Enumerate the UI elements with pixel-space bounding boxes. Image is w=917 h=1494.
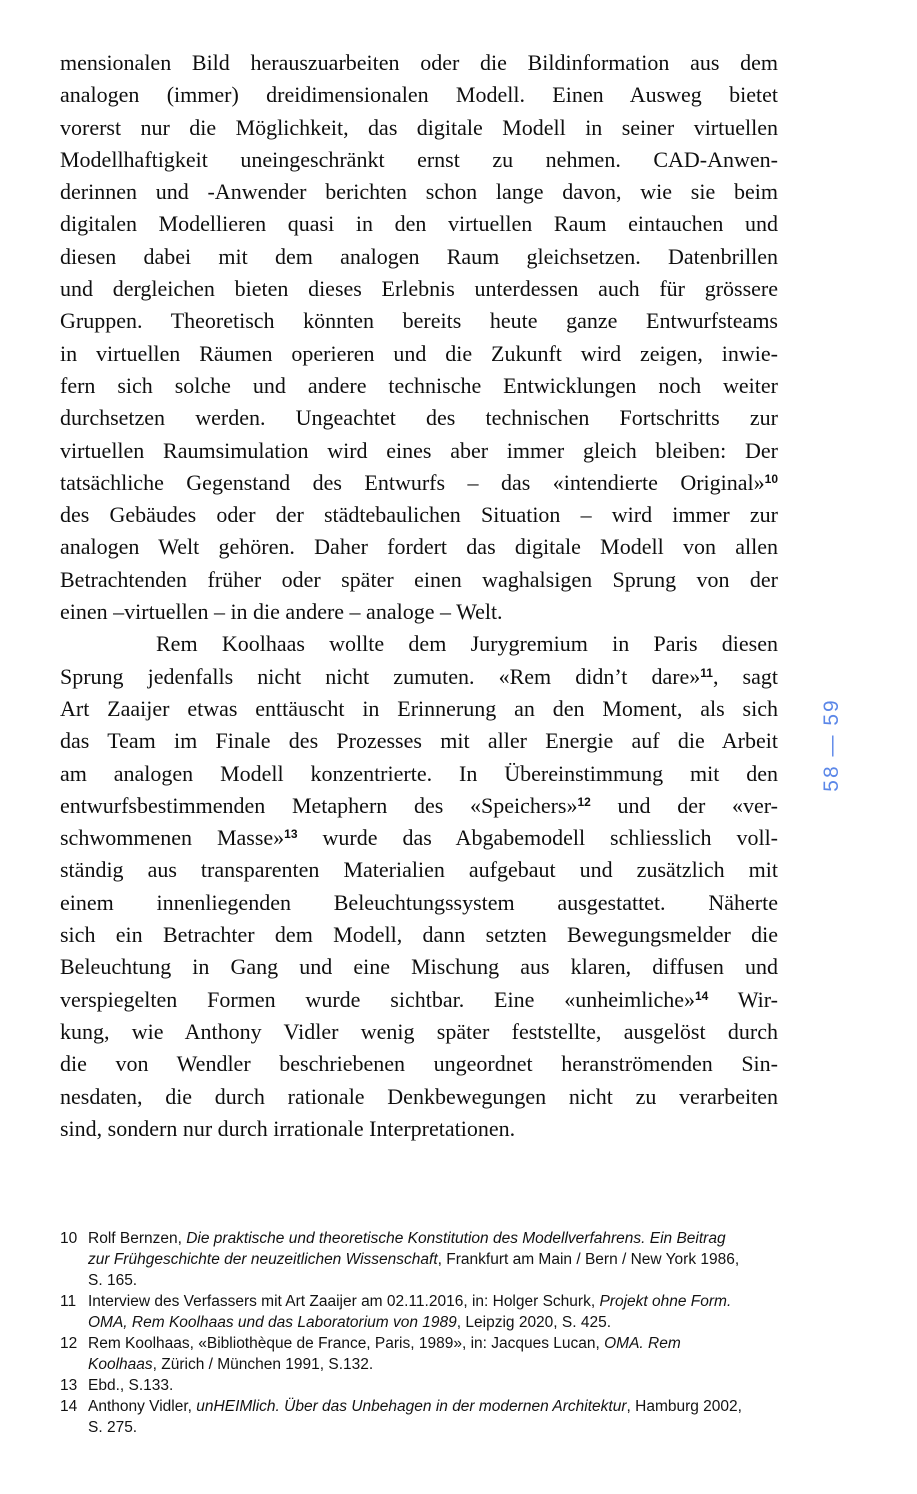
footnote [60, 1396, 750, 1438]
text-line: analogen Welt gehören. Daher fordert das digitale Modell von allen [60, 534, 778, 560]
text-line: Betrachtenden früher oder später einen waghalsigen Sprung von der [60, 566, 778, 592]
text-line: Sprung jedenfalls nicht nicht zumuten. «Rem didn’t dare»$^{11}$, sagt [60, 663, 778, 689]
footnote-ref: 13 [284, 827, 298, 842]
text-line: sich ein Betrachter dem Modell, dann setzten Bewegungsmelder die [60, 922, 778, 948]
footnote [60, 1375, 750, 1396]
text-line: fern sich solche und andere technische Entwicklungen noch weiter [60, 372, 778, 398]
footnote-ref: 11 [700, 665, 713, 680]
text-line: sind, sondern nur durch irrationale Interpretationen. [60, 1115, 516, 1141]
text-line: die von Wendler beschriebenen ungeordnet heranströmenden Sin- [60, 1051, 778, 1077]
footnote-text: Interview des Verfassers mit Art Zaaijer am 02.11.2016, in: Holger Schurk, Projekt ohne Form. OMA, Rem Koolhaas und das Laboratorium von 1989, Leipzig 2020, S. 425. [88, 1293, 732, 1331]
text-line: das Team im Finale des Prozesses mit aller Energie auf die Arbeit [60, 728, 778, 754]
text-line: Gruppen. Theoretisch könnten bereits heute ganze Entwurfsteams [60, 308, 778, 334]
footnote [60, 1228, 750, 1291]
text-line: des Gebäudes oder der städtebaulichen Situation – wird immer zur [60, 502, 778, 528]
text-line: am analogen Modell konzentrierte. In Übereinstimmung mit den [60, 760, 778, 786]
footnote-number: 12 [60, 1335, 78, 1352]
footnote [60, 1333, 750, 1375]
footnote [60, 1291, 750, 1333]
footnote-text: Ebd., S.133. [88, 1377, 174, 1394]
text-line: schwommenen Masse»$^{13}$ wurde das Abgabemodell schliesslich voll- [60, 825, 779, 851]
footnote-ref: 14 [694, 988, 709, 1003]
text-line: verspiegelten Formen wurde sichtbar. Eine «unheimliche»$^{14}$ Wir- [60, 986, 779, 1012]
footnote-number: 11 [60, 1293, 77, 1310]
footnote-number: 14 [60, 1398, 78, 1415]
footnotes [60, 1228, 750, 1438]
text-line: analogen (immer) dreidimensionalen Modell. Einen Ausweg bietet [60, 82, 778, 108]
text-line: vorerst nur die Möglichkeit, das digitale Modell in seiner virtuellen [60, 114, 778, 140]
text-line: Art Zaaijer etwas enttäuscht in Erinnerung an den Moment, als sich [60, 695, 778, 721]
text-line: kung, wie Anthony Vidler wenig später feststellte, ausgelöst durch [60, 1018, 778, 1044]
text-line: tatsächliche Gegenstand des Entwurfs – das «intendierte Original»$^{10}$ [60, 469, 778, 495]
text-line: in virtuellen Räumen operieren und die Zukunft wird zeigen, inwie- [60, 340, 778, 366]
text-line: virtuellen Raumsimulation wird eines aber immer gleich bleiben: Der [60, 437, 778, 463]
text-line: Beleuchtung in Gang und eine Mischung aus klaren, diffusen und [60, 954, 778, 980]
text-line: ständig aus transparenten Materialien aufgebaut und zusätzlich mit [60, 857, 778, 883]
footnote-ref: 12 [577, 794, 591, 809]
text-line: und dergleichen bieten dieses Erlebnis unterdessen auch für grössere [60, 276, 778, 302]
footnote-number: 10 [60, 1230, 78, 1247]
text-line: entwurfsbestimmenden Metaphern des «Speichers»$^{12}$ und der «ver- [60, 792, 778, 818]
text-line: Rem Koolhaas wollte dem Jurygremium in Paris diesen [156, 631, 778, 657]
text-line: einen –virtuellen – in die andere – analoge – Welt. [60, 599, 503, 625]
page-number: 58 — 59 [820, 698, 843, 792]
body-text [60, 47, 778, 1145]
text-line: mensionalen Bild herauszuarbeiten oder die Bildinformation aus dem [60, 50, 778, 75]
footnote-ref: 10 [764, 471, 778, 486]
footnote-text: Anthony Vidler, unHEIMlich. Über das Unbehagen in der modernen Architektur, Hamburg 2002, S. 275. [88, 1398, 742, 1436]
text-line: derinnen und -Anwender berichten schon lange davon, wie sie beim [60, 179, 778, 205]
text-line: einem innenliegenden Beleuchtungssystem ausgestattet. Näherte [60, 889, 778, 915]
text-line: digitalen Modellieren quasi in den virtuellen Raum eintauchen und [60, 211, 778, 237]
text-line: durchsetzen werden. Ungeachtet des technischen Fortschritts zur [60, 405, 778, 431]
text-line: diesen dabei mit dem analogen Raum gleichsetzen. Datenbrillen [60, 243, 778, 269]
footnote-text: Rem Koolhaas, «Bibliothèque de France, Paris, 1989», in: Jacques Lucan, OMA. Rem Koolhaas, Zürich / München 1991, S.132. [88, 1335, 681, 1373]
text-line: Modellhaftigkeit uneingeschränkt ernst zu nehmen. CAD-Anwen- [60, 146, 778, 172]
footnote-text: Rolf Bernzen, Die praktische und theoretische Konstitution des Modellverfahrens. Ein Beitrag zur Frühgeschichte der neuzeitlichen Wissenschaft, Frankfurt am Main / Bern / New York 1986, S. 165. [88, 1230, 740, 1289]
footnote-number: 13 [60, 1377, 78, 1394]
text-line: nesdaten, die durch rationale Denkbewegungen nicht zu verarbeiten [60, 1083, 778, 1109]
